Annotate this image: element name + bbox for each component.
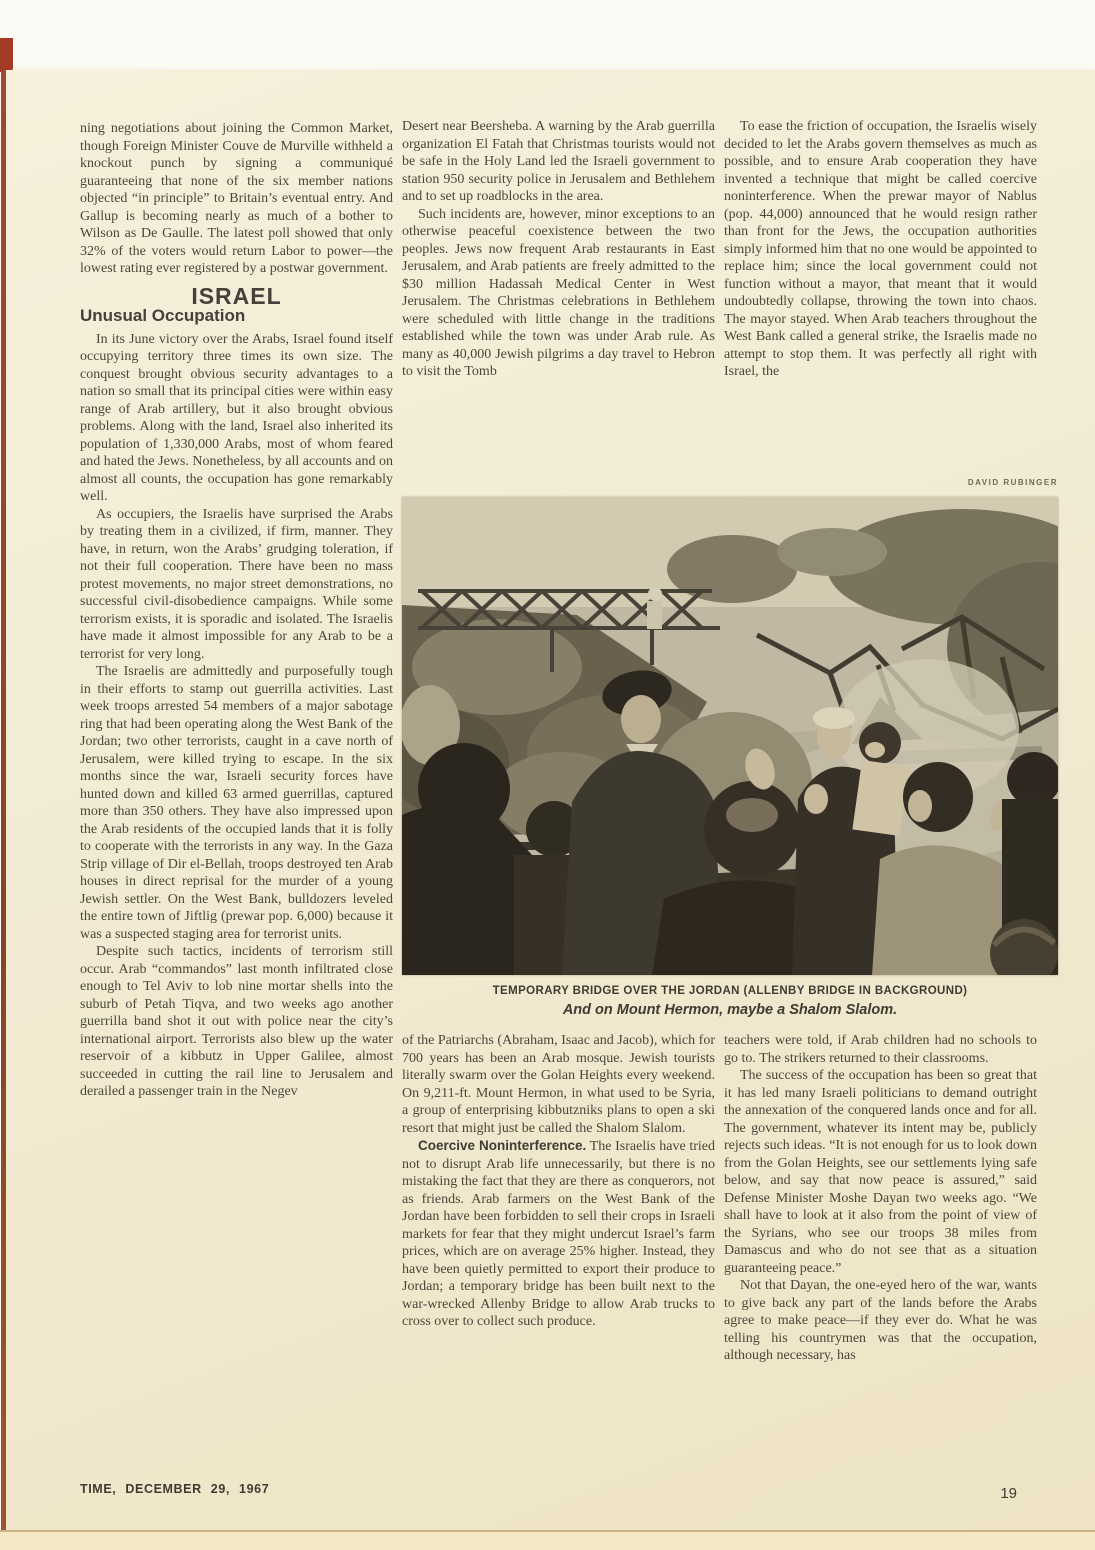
paragraph: The Israelis are admittedly and purposefully tough in their efforts to stamp out guerrilla activities. Last week troops arrested 54 members of a major sabotage ring that had been operating along the West Bank of the Jordan; two other terrorists, caught in a cave north of Jerusalem, were killed trying to escape. In the six months since the war, Israeli security forces have hunted down and killed 63 armed guerrillas, captured more than 350 others. They have also impressed upon the Arab residents of the occupied lands that it is folly to cooperate with the terrorists in any way. In the Gaza Strip village of Dir el-Bellah, troops destroyed ten Arab houses in direct reprisal for the murder of a young Jewish settler. On the West Bank, bulldozers leveled the entire town of Jiftlig (prewar pop. 6,000) because it was a suspected staging area for terrorist units. bbox=[80, 664, 393, 942]
paragraph: As occupiers, the Israelis have surprised the Arabs by treating them in a civilized, if firm, manner. They have, in return, won the Arabs’ grudging toleration, if not their full cooperation. There have been no mass protest movements, no major street demonstrations, no successful civil-disobedience campaigns. While some terrorism exists, it is sporadic and isolated. The Israelis have made it almost impossible for any Arab to be a terrorist for very long. bbox=[80, 506, 393, 662]
paragraph: In its June victory over the Arabs, Israel found itself occupying territory three times its own size. The conquest brought obvious security advantages to a nation so small that its principal cities were within easy range of Arab artillery, but it also brought obvious problems. Along with the land, Israel also inherited its population of 1,330,000 Arabs, most of whom feared and hated the Jews. Nonetheless, by all accounts and on almost all counts, the occupation has gone remarkably well. bbox=[80, 331, 393, 504]
column-3-bottom bbox=[724, 1032, 1037, 1365]
paragraph-continuation: teachers were told, if Arab children had no schools to go to. The strikers returned to their classrooms. bbox=[724, 1033, 1037, 1066]
photo-credit: DAVID RUBINGER bbox=[967, 478, 1058, 487]
paragraph-runin bbox=[402, 1137, 715, 1331]
magazine-page bbox=[6, 70, 1095, 1530]
photo-caption-line1: TEMPORARY BRIDGE OVER THE JORDAN (ALLENBY BRIDGE IN BACKGROUND) bbox=[492, 985, 968, 997]
column-1 bbox=[80, 120, 393, 1101]
paragraph: To ease the friction of occupation, the Israelis wisely decided to let the Arabs govern themselves as much as possible, and to ensure Arab cooperation they have invented a technique that might be called coercive noninterference. When the prewar mayor of Nablus (pop. 44,000) announced that he would resign rather than front for the Jews, the occupation authorities simply informed him that no one would be appointed to replace him; since the local government could not function without a mayor, that meant that it would undoubtedly collapse, throwing the town into chaos. The mayor stayed. When Arab teachers throughout the West Bank called a general strike, the Israelis made no attempt to stop them. It was perfectly all right with Israel, the bbox=[724, 119, 1037, 379]
paragraph-continuation: of the Patriarchs (Abraham, Isaac and Jacob), which for 700 years has been an Arab mosque. Jewish tourists literally swarm over the Golan Heights every weekend. On 9,211-ft. Mount Hermon, in what used to be Syria, a group of enterprising kibbutzniks plans to open a ski resort that might just be called the Shalom Slalom. bbox=[402, 1033, 715, 1136]
photo-temporary-bridge bbox=[402, 497, 1058, 975]
column-2-top bbox=[402, 118, 715, 381]
article-subheading: Unusual Occupation bbox=[80, 306, 246, 325]
paragraph: Despite such tactics, incidents of terrorism still occur. Arab “commandos” last month infiltrated close enough to Tel Aviv to lob nine mortar shells into the suburb of Petah Tiqva, and two weeks ago another guerrilla band shot it out with police near the city’s international airport. Terrorists also blew up the water reservoir of a kibbutz in Upper Galilee, almost succeeded in cutting the rail line to Jerusalem and derailed a passenger train in the Negev bbox=[80, 944, 393, 1099]
section-heading-israel: ISRAEL bbox=[191, 282, 282, 309]
column-2-bottom bbox=[402, 1032, 715, 1331]
paragraph: Such incidents are, however, minor exceptions to an otherwise peaceful coexistence between the two peoples. Jews now frequent Arab restaurants in East Jerusalem, and Arab patients are freely admitted to the $30 million Hadassah Medical Center in West Jerusalem. The Christmas celebrations in Bethlehem were scheduled with little change in the traditions established while the town was under Arab rule. As many as 40,000 Jewish pilgrims a day travel to Hebron to visit the Tomb bbox=[402, 206, 715, 379]
photo-illustration bbox=[402, 497, 1058, 975]
page-number: 19 bbox=[1000, 1485, 1017, 1502]
scan-corner-mark bbox=[0, 38, 13, 72]
photo-caption-line2: And on Mount Hermon, maybe a Shalom Slalom. bbox=[562, 1002, 898, 1018]
runin-text: The Israelis have tried not to disrupt Arab life unnecessarily, but there is no mistaking the fact that they are there as conquerors, not as friends. Arab farmers on the West Bank of the Jordan have been forbidden to sell their crops in Israeli markets for fear that they might undercut Israel’s farm prices, which are on average 25% higher. Instead, they have been quietly permitted to export their produce to Jordan; a temporary bridge has been built next to the war-wrecked Allenby Bridge to allow Arab trucks to cross over to collect such produce. bbox=[402, 1139, 715, 1329]
paragraph: Not that Dayan, the one-eyed hero of the war, wants to give back any part of the lands before the Arabs agree to make peace—if they ever do. What he was telling his countrymen was that the occupation, although necessary, has bbox=[724, 1278, 1037, 1363]
issue-date-footer: TIME, DECEMBER 29, 1967 bbox=[80, 1482, 270, 1496]
runin-heading: Coercive Noninterference. bbox=[418, 1138, 587, 1153]
paragraph-continuation: Desert near Beersheba. A warning by the Arab guerrilla organization El Fatah that Christmas tourists would not be safe in the Holy Land led the Israeli government to station 950 security police in Jerusalem and Bethlehem and to set up roadblocks in the area. bbox=[402, 119, 715, 204]
next-page-edge bbox=[0, 1530, 1095, 1550]
column-3-top bbox=[724, 118, 1037, 381]
paragraph: The success of the occupation has been so great that it has led many Israeli politicians to demand outright the annexation of the conquered lands once and for all. The government, whatever its intent may be, publicly rejects such ideas. “It is not enough for us to look down from the Golan Heights, see our settlements lying safe below, and say that now peace is assured,” said Defense Minister Moshe Dayan two weeks ago. “We shall have to look at it also from the point of view of the Syrians, who see our troops 38 miles from Damascus and who do not see that as a situation guaranteeing peace.” bbox=[724, 1068, 1037, 1276]
paragraph-continuation: ning negotiations about joining the Common Market, though Foreign Minister Couve de Murville withheld a knockout punch by signing a communiqué guaranteeing that none of the six member nations objected “in principle” to Britain’s eventual entry. And Gallup is becoming nearly as much of a bother to Wilson as De Gaulle. The latest poll showed that only 32% of the voters would return Labor to power—the lowest rating ever registered by a postwar government. bbox=[80, 121, 393, 276]
